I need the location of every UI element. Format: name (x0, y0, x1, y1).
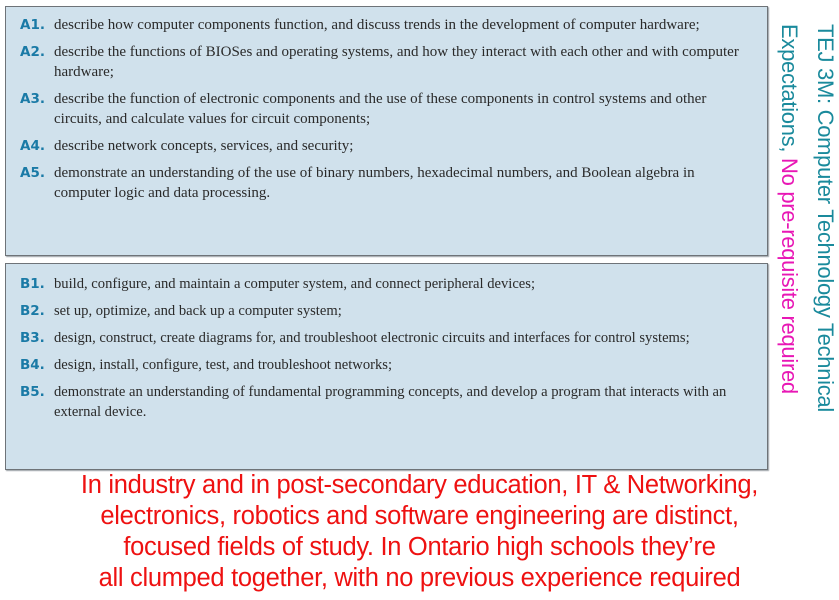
expectation-a5 (20, 163, 753, 203)
expectation-text: demonstrate an understanding of the use of binary numbers, hexadecimal numbers, and Boolean algebra in computer logic and data processing. (54, 165, 695, 201)
expectation-b2 (20, 301, 753, 321)
expectation-code: A3. (20, 91, 45, 107)
expectation-code: B2. (20, 303, 45, 319)
expectation-b5 (20, 382, 753, 422)
expectation-a3 (20, 89, 753, 129)
caption-line: all clumped together, with no previous experience required (98, 564, 741, 592)
expectation-text: set up, optimize, and back up a computer system; (54, 303, 342, 319)
expectation-text: describe the functions of BIOSes and operating systems, and how they interact with each other and with computer hardware; (54, 44, 739, 80)
expectation-a2 (20, 42, 753, 82)
side-title-line2 (776, 24, 802, 394)
expectations-box-b (5, 263, 768, 470)
expectation-code: B3. (20, 330, 45, 346)
commentary-caption (0, 470, 839, 594)
expectation-text: design, construct, create diagrams for, and troubleshoot electronic circuits and interfaces for control systems; (54, 330, 690, 346)
expectation-code: A5. (20, 165, 45, 181)
expectation-code: B4. (20, 357, 45, 373)
expectation-a1 (20, 15, 753, 35)
caption-line: electronics, robotics and software engineering are distinct, (100, 502, 739, 530)
side-title-line1: TEJ 3M: Computer Technology Technical (813, 24, 838, 412)
expectation-text: describe the function of electronic components and the use of these components in control systems and other circuits, and calculate values for circuit components; (54, 91, 707, 127)
expectation-text: describe how computer components function, and discuss trends in the development of computer hardware; (54, 17, 700, 33)
expectations-box-a (5, 6, 768, 256)
expectation-text: demonstrate an understanding of fundamental programming concepts, and develop a program that interacts with an external device. (54, 384, 727, 420)
expectation-b1 (20, 274, 753, 294)
expectation-code: A1. (20, 17, 45, 33)
expectation-code: A2. (20, 44, 45, 60)
expectation-code: B1. (20, 276, 45, 292)
expectation-b4 (20, 355, 753, 375)
side-title-expectations: Expectations, (777, 24, 802, 158)
caption-line: In industry and in post-secondary education, IT & Networking, (80, 471, 759, 499)
caption-line: focused fields of study. In Ontario high schools they’re (123, 533, 716, 561)
expectation-code: B5. (20, 384, 45, 400)
expectation-text: design, install, configure, test, and troubleshoot networks; (54, 357, 393, 373)
expectation-b3 (20, 328, 753, 348)
expectation-text: build, configure, and maintain a computer system, and connect peripheral devices; (54, 276, 536, 292)
side-title-prerequisite: No pre-requisite required (777, 158, 802, 394)
expectation-a4 (20, 136, 753, 156)
expectation-code: A4. (20, 138, 45, 154)
expectation-text: describe network concepts, services, and security; (54, 138, 354, 154)
